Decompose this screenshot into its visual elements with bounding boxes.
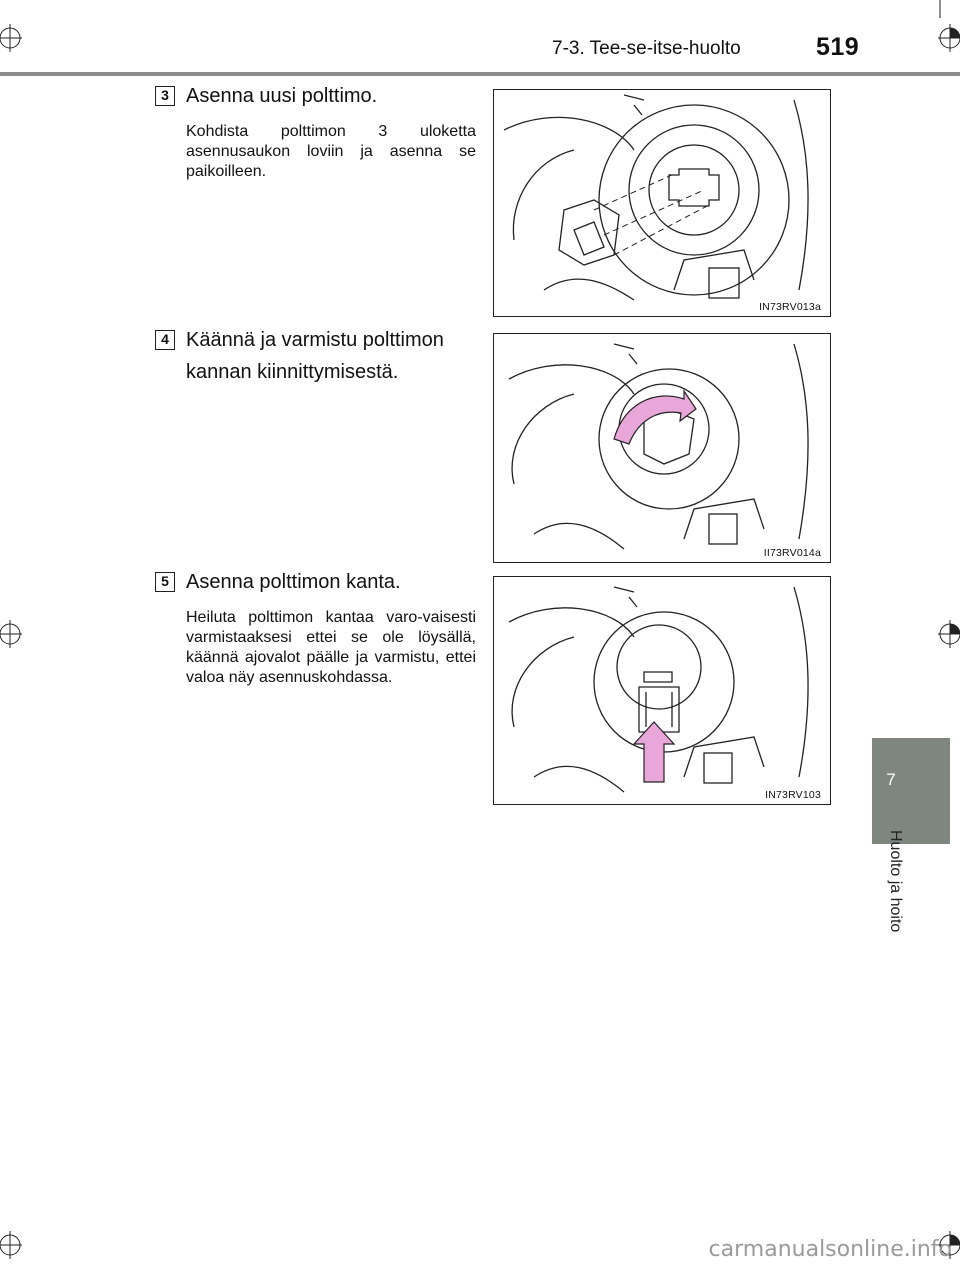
section-title: 7-3. Tee-se-itse-huolto bbox=[552, 38, 741, 59]
chapter-label: Huolto ja hoito bbox=[887, 830, 904, 933]
step-body: Kohdista polttimon 3 uloketta asennusaukon loviin ja asenna se paikoilleen. bbox=[186, 123, 476, 180]
step-number: 5 bbox=[155, 572, 175, 592]
step-heading: Käännä ja varmistu polttimon kannan kiinnittymisestä. bbox=[186, 329, 444, 383]
header-rule bbox=[0, 72, 960, 76]
figure-bulb-turn bbox=[493, 333, 831, 563]
chapter-tab bbox=[872, 738, 950, 844]
watermark: carmanualsonline.info bbox=[708, 1237, 952, 1262]
turn-arrow bbox=[614, 391, 696, 444]
figure-bulb-socket bbox=[493, 576, 831, 805]
headlight-illustration bbox=[494, 90, 829, 315]
headlight-illustration bbox=[494, 577, 829, 803]
step-number: 3 bbox=[155, 86, 175, 106]
page-number: 519 bbox=[816, 33, 860, 61]
step-heading: Asenna polttimon kanta. bbox=[186, 571, 401, 593]
figure-bulb-install bbox=[493, 89, 831, 317]
step-number: 4 bbox=[155, 330, 175, 350]
chapter-number: 7 bbox=[886, 770, 896, 789]
figure-code: IN73RV013a bbox=[759, 301, 821, 313]
figure-code: IN73RV103 bbox=[765, 789, 821, 801]
step-heading: Asenna uusi polttimo. bbox=[186, 85, 378, 107]
figure-code: II73RV014a bbox=[763, 547, 821, 559]
step-body: Heiluta polttimon kantaa varo-vaisesti varmistaaksesi ettei se ole löysällä, käännä ajovalot päälle ja varmistu, ettei valoa näy asennuskohdassa. bbox=[186, 609, 476, 686]
headlight-illustration bbox=[494, 334, 829, 561]
